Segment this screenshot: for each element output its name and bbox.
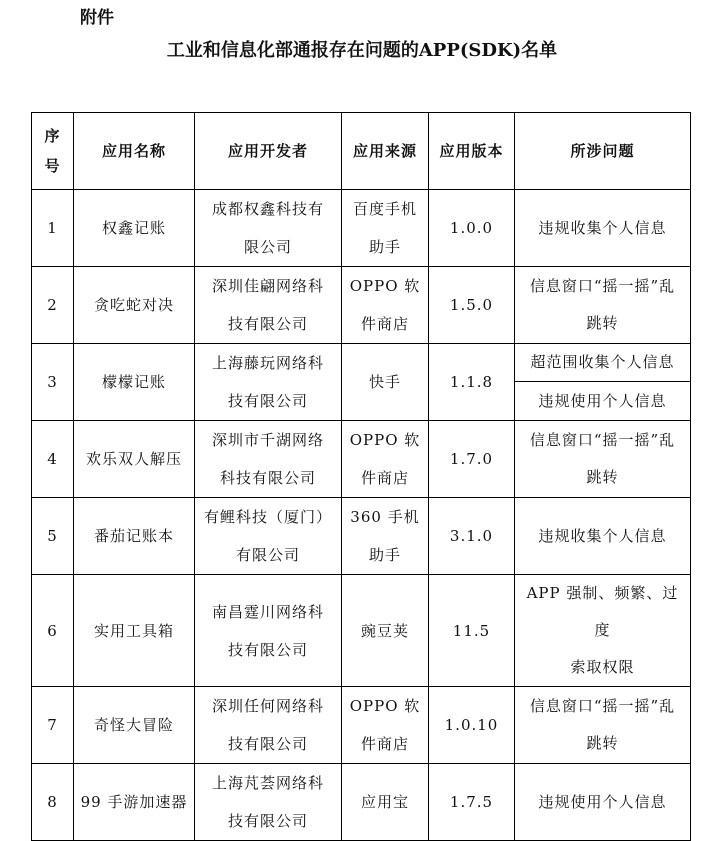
column-header-source: 应用来源: [342, 113, 429, 190]
cell-issue: 信息窗口“摇一摇”乱 跳转: [515, 687, 691, 764]
table-row: [32, 687, 691, 764]
cell-index: 7: [32, 687, 74, 764]
table-row: [32, 764, 691, 841]
page-title: 工业和信息化部通报存在问题的APP(SDK)名单: [166, 40, 558, 61]
cell-index: 1: [32, 190, 74, 267]
cell-app-name: 实用工具箱: [74, 575, 195, 687]
table-row: [32, 267, 691, 344]
cell-source: 百度手机 助手: [342, 190, 429, 267]
table-header-row: [32, 113, 691, 190]
issue-line: 违规使用个人信息: [538, 392, 667, 410]
cell-developer: 上海芃荟网络科 技有限公司: [195, 764, 342, 841]
cell-index: 4: [32, 421, 74, 498]
table-row: [32, 575, 691, 687]
cell-source: 360 手机 助手: [342, 498, 429, 575]
cell-source: OPPO 软 件商店: [342, 687, 429, 764]
cell-developer: 深圳市千湖网络 科技有限公司: [195, 421, 342, 498]
app-list-table: [31, 112, 691, 841]
cell-source: OPPO 软 件商店: [342, 421, 429, 498]
column-header-app-name: 应用名称: [74, 113, 195, 190]
cell-issue: 信息窗口“摇一摇”乱 跳转: [515, 421, 691, 498]
cell-version: 1.1.8: [429, 344, 515, 421]
cell-index: 8: [32, 764, 74, 841]
cell-version: 1.7.0: [429, 421, 515, 498]
cell-developer: 上海藤玩网络科 技有限公司: [195, 344, 342, 421]
cell-source: 应用宝: [342, 764, 429, 841]
cell-index: 3: [32, 344, 74, 421]
cell-issue: 违规收集个人信息: [515, 498, 691, 575]
attachment-label: 附件: [80, 8, 114, 28]
cell-app-name: 番茄记账本: [74, 498, 195, 575]
table-row: [32, 421, 691, 498]
table-row: [32, 344, 691, 421]
cell-app-name: 贪吃蛇对决: [74, 267, 195, 344]
cell-app-name: 檬檬记账: [74, 344, 195, 421]
cell-issue: APP 强制、频繁、过度 索取权限: [515, 575, 691, 687]
cell-version: 1.0.0: [429, 190, 515, 267]
table-row: [32, 498, 691, 575]
cell-app-name: 奇怪大冒险: [74, 687, 195, 764]
cell-developer: 成都权鑫科技有 限公司: [195, 190, 342, 267]
column-header-developer: 应用开发者: [195, 113, 342, 190]
issue-line: 超范围收集个人信息: [515, 344, 690, 382]
column-header-index: 序 号: [32, 113, 74, 190]
cell-index: 5: [32, 498, 74, 575]
cell-app-name: 99 手游加速器: [74, 764, 195, 841]
cell-developer: 深圳任何网络科 技有限公司: [195, 687, 342, 764]
column-header-issue: 所涉问题: [515, 113, 691, 190]
cell-issue: 违规收集个人信息: [515, 190, 691, 267]
cell-developer: 南昌霆川网络科 技有限公司: [195, 575, 342, 687]
cell-version: 11.5: [429, 575, 515, 687]
cell-issue: [515, 344, 691, 421]
cell-version: 1.5.0: [429, 267, 515, 344]
table-row: [32, 190, 691, 267]
cell-source: 快手: [342, 344, 429, 421]
column-header-version: 应用版本: [429, 113, 515, 190]
cell-source: OPPO 软 件商店: [342, 267, 429, 344]
cell-issue: 信息窗口“摇一摇”乱 跳转: [515, 267, 691, 344]
cell-index: 6: [32, 575, 74, 687]
cell-version: 1.0.10: [429, 687, 515, 764]
cell-issue: 违规使用个人信息: [515, 764, 691, 841]
cell-version: 3.1.0: [429, 498, 515, 575]
cell-version: 1.7.5: [429, 764, 515, 841]
cell-developer: 深圳佳翩网络科 技有限公司: [195, 267, 342, 344]
cell-index: 2: [32, 267, 74, 344]
cell-source: 豌豆荚: [342, 575, 429, 687]
cell-app-name: 欢乐双人解压: [74, 421, 195, 498]
cell-app-name: 权鑫记账: [74, 190, 195, 267]
cell-developer: 有鲤科技（厦门） 有限公司: [195, 498, 342, 575]
